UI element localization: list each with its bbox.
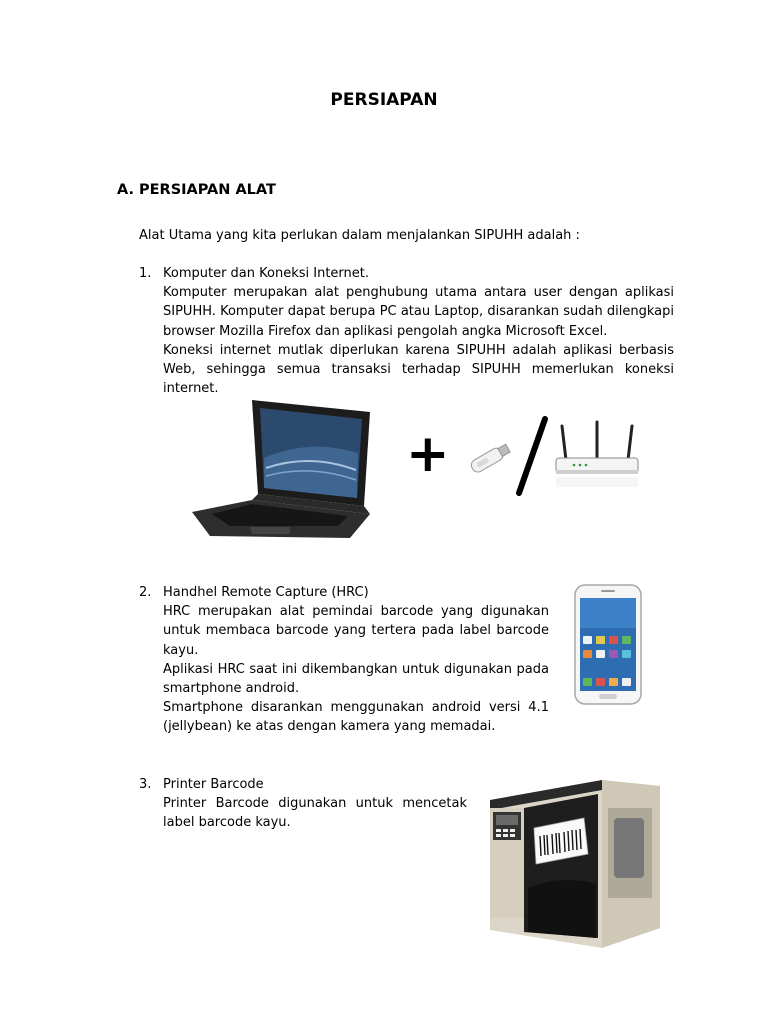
item-number-2: 2. [139,585,152,600]
item-3-heading: Printer Barcode [163,777,264,792]
barcode-printer-image [484,778,664,952]
plus-sign: + [406,424,450,484]
item-3-paragraph-1: Printer Barcode digunakan untuk mencetak label barcode kayu. [163,796,467,831]
usb-modem-icon [466,440,514,478]
item-1-paragraph-1: Komputer merupakan alat penghubung utama antara user dengan aplikasi SIPUHH. Komputer dapat berupa PC atau Laptop, disarankan sudah dilengkapi browser Mozilla Firefox dan aplikasi pengolah angka Microsoft Excel. [163,285,674,339]
item-number-3: 3. [139,777,152,792]
item-3 [163,775,467,833]
page-title: PERSIAPAN [330,90,438,110]
slash-divider [514,416,550,496]
item-2-paragraph-3: Smartphone disarankan menggunakan android versi 4.1 (jellybean) ke atas dengan kamera yang memadai. [163,700,549,735]
item-1 [163,264,674,398]
item-1-paragraph-2: Koneksi internet mutlak diperlukan karena SIPUHH adalah aplikasi berbasis Web, sehingga semua transaksi terhadap SIPUHH memerlukan koneksi internet. [163,342,674,397]
section-title: PERSIAPAN ALAT [139,182,276,198]
laptop-image [190,398,375,542]
smartphone-image [573,584,643,706]
wifi-router-icon [554,420,640,490]
item-2-paragraph-1: HRC merupakan alat pemindai barcode yang digunakan untuk membaca barcode yang tertera pada label barcode kayu. [163,604,549,658]
item-2-paragraph-2: Aplikasi HRC saat ini dikembangkan untuk digunakan pada smartphone android. [163,661,549,697]
intro-text: Alat Utama yang kita perlukan dalam menjalankan SIPUHH adalah : [139,228,580,243]
section-letter: A. [117,182,134,198]
item-number-1: 1. [139,266,152,281]
item-2 [163,583,549,737]
item-2-heading: Handhel Remote Capture (HRC) [163,585,369,600]
item-1-heading: Komputer dan Koneksi Internet. [163,266,370,281]
